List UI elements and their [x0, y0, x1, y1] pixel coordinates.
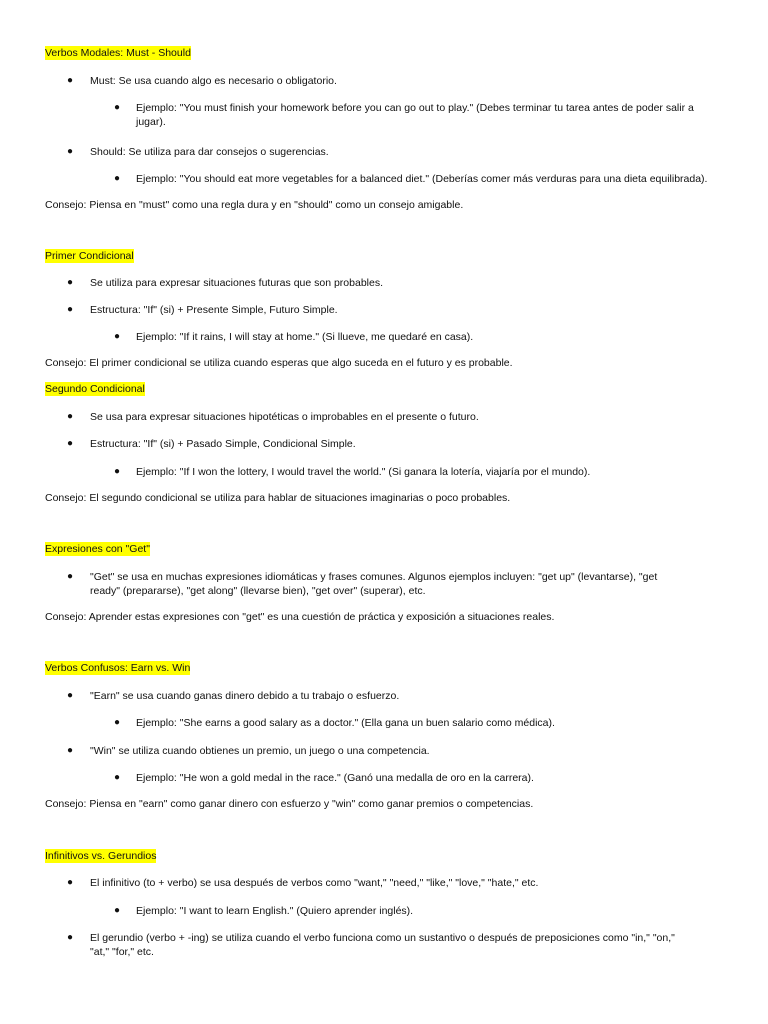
bullet-icon: ●	[67, 932, 74, 943]
bullet-primer-1: Se utiliza para expresar situaciones futuras que son probables.	[90, 277, 384, 289]
section-title-earnwin: Verbos Confusos: Earn vs. Win	[45, 662, 191, 674]
bullet-icon: ●	[114, 331, 121, 342]
section-title-get: Expresiones con "Get"	[45, 543, 150, 555]
bullet-icon: ●	[114, 717, 121, 728]
example-earn: Ejemplo: "She earns a good salary as a doctor." (Ella gana un buen salario como médica).	[136, 717, 555, 729]
bullet-should: Should: Se utiliza para dar consejos o sugerencias.	[90, 146, 329, 158]
tip-earnwin: Consejo: Piensa en "earn" como ganar dinero con esfuerzo y "win" como ganar premios o competencias.	[45, 798, 534, 810]
bullet-segundo-2: Estructura: "If" (si) + Pasado Simple, Condicional Simple.	[90, 438, 356, 450]
example-segundo: Ejemplo: "If I won the lottery, I would travel the world." (Si ganara la lotería, viajaría por el mundo).	[136, 466, 591, 478]
bullet-icon: ●	[67, 411, 74, 422]
example-win: Ejemplo: "He won a gold medal in the race." (Ganó una medalla de oro en la carrera).	[136, 772, 534, 784]
bullet-icon: ●	[67, 304, 74, 315]
bullet-icon: ●	[114, 772, 121, 783]
section-title-primer: Primer Condicional	[45, 250, 134, 262]
bullet-icon: ●	[114, 173, 121, 184]
tip-primer: Consejo: El primer condicional se utiliza cuando esperas que algo suceda en el futuro y es probable.	[45, 357, 513, 369]
bullet-icon: ●	[67, 438, 74, 449]
bullet-icon: ●	[67, 146, 74, 157]
tip-get: Consejo: Aprender estas expresiones con "get" es una cuestión de práctica y exposición a situaciones reales.	[45, 611, 555, 623]
tip-segundo: Consejo: El segundo condicional se utiliza para hablar de situaciones imaginarias o poco probables.	[45, 492, 511, 504]
section-title-infinitivos: Infinitivos vs. Gerundios	[45, 850, 157, 862]
tip-modales: Consejo: Piensa en "must" como una regla dura y en "should" como un consejo amigable.	[45, 199, 464, 211]
bullet-icon: ●	[114, 102, 121, 113]
example-primer: Ejemplo: "If it rains, I will stay at home." (Si llueve, me quedaré en casa).	[136, 331, 474, 343]
bullet-icon: ●	[67, 690, 74, 701]
bullet-gerundio: El gerundio (verbo + -ing) se utiliza cuando el verbo funciona como un sustantivo o después de preposiciones como "in," "on," "at," "for," etc.	[90, 932, 675, 958]
section-title-segundo: Segundo Condicional	[45, 383, 145, 395]
example-should: Ejemplo: "You should eat more vegetables for a balanced diet." (Deberías comer más verduras para una dieta equilibrada).	[136, 173, 708, 185]
bullet-icon: ●	[67, 571, 74, 582]
bullet-icon: ●	[67, 277, 74, 288]
bullet-icon: ●	[67, 75, 74, 86]
bullet-icon: ●	[114, 905, 121, 916]
bullet-earn: "Earn" se usa cuando ganas dinero debido a tu trabajo o esfuerzo.	[90, 690, 400, 702]
bullet-segundo-1: Se usa para expresar situaciones hipotéticas o improbables en el presente o futuro.	[90, 411, 479, 423]
bullet-icon: ●	[67, 745, 74, 756]
bullet-get: "Get" se usa en muchas expresiones idiomáticas y frases comunes. Algunos ejemplos incluyen: "get up" (levantarse), "get ready" (prepararse), "get along" (llevarse bien), "get over" (superar), etc.	[90, 571, 658, 597]
bullet-must: Must: Se usa cuando algo es necesario o obligatorio.	[90, 75, 337, 87]
example-infinitivo: Ejemplo: "I want to learn English." (Quiero aprender inglés).	[136, 905, 414, 917]
bullet-win: "Win" se utiliza cuando obtienes un premio, un juego o una competencia.	[90, 745, 430, 757]
section-title-modales: Verbos Modales: Must - Should	[45, 47, 191, 59]
example-must: Ejemplo: "You must finish your homework before you can go out to play." (Debes terminar tu tarea antes de poder salir a jugar).	[136, 102, 694, 128]
bullet-icon: ●	[67, 877, 74, 888]
bullet-infinitivo: El infinitivo (to + verbo) se usa después de verbos como "want," "need," "like," "love," "hate," etc.	[90, 877, 539, 889]
bullet-primer-2: Estructura: "If" (si) + Presente Simple, Futuro Simple.	[90, 304, 338, 316]
bullet-icon: ●	[114, 466, 121, 477]
